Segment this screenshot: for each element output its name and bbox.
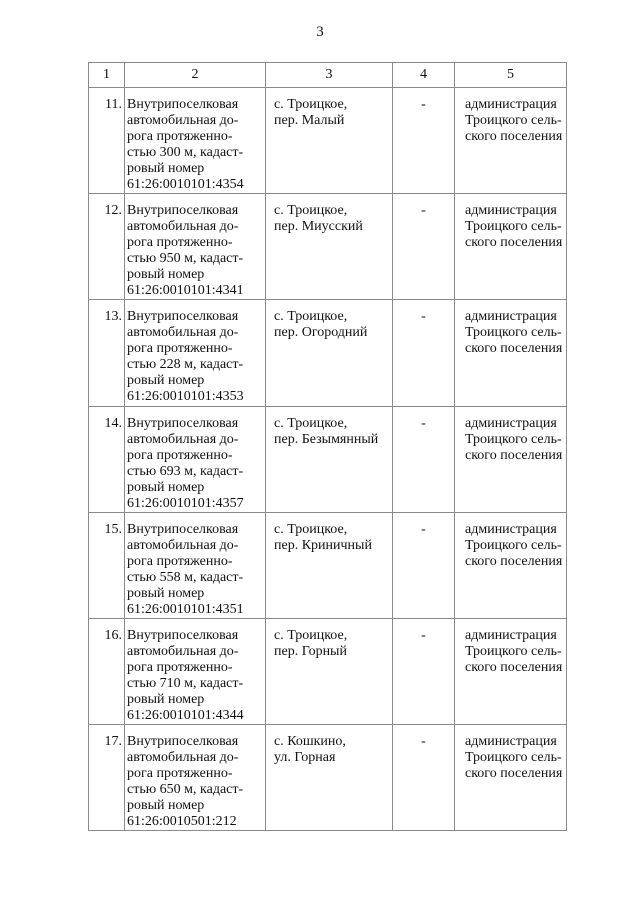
org-line: администрация bbox=[465, 309, 557, 324]
column-4-value: - bbox=[393, 194, 455, 300]
desc-line: автомобильная до- bbox=[127, 644, 239, 659]
desc-line: стью 228 м, кадаст- bbox=[127, 357, 244, 372]
desc-line: стью 650 м, кадаст- bbox=[127, 782, 244, 797]
road-location bbox=[266, 194, 393, 300]
desc-line: 61:26:0010101:4357 bbox=[127, 496, 244, 511]
desc-line: 61:26:0010101:4341 bbox=[127, 283, 244, 298]
owner-organization bbox=[455, 88, 567, 194]
desc-line: стью 693 м, кадаст- bbox=[127, 464, 244, 479]
page-number: 3 bbox=[316, 24, 324, 40]
row-number: 15. bbox=[89, 513, 125, 619]
desc-line: рога протяженно- bbox=[127, 235, 233, 250]
desc-line: автомобильная до- bbox=[127, 750, 239, 765]
desc-line: 61:26:0010101:4354 bbox=[127, 177, 244, 192]
loc-line: пер. Миусский bbox=[274, 219, 363, 234]
desc-line: ровый номер bbox=[127, 798, 205, 813]
owner-organization bbox=[455, 619, 567, 725]
org-line: ского поселения bbox=[465, 448, 563, 463]
org-line: Троицкого сель- bbox=[465, 432, 562, 447]
column-4-value: - bbox=[393, 619, 455, 725]
loc-line: пер. Горный bbox=[274, 644, 347, 659]
table-header-row bbox=[89, 63, 567, 88]
column-4-value: - bbox=[393, 300, 455, 407]
road-location bbox=[266, 725, 393, 831]
column-header-5: 5 bbox=[455, 63, 567, 88]
column-4-value: - bbox=[393, 407, 455, 513]
org-line: администрация bbox=[465, 203, 557, 218]
org-line: ского поселения bbox=[465, 235, 563, 250]
road-location bbox=[266, 619, 393, 725]
column-header-2: 2 bbox=[125, 63, 266, 88]
column-4-value: - bbox=[393, 513, 455, 619]
desc-line: Внутрипоселковая bbox=[127, 203, 239, 218]
road-description bbox=[125, 194, 266, 300]
desc-line: стью 710 м, кадаст- bbox=[127, 676, 244, 691]
road-location bbox=[266, 88, 393, 194]
row-number: 14. bbox=[89, 407, 125, 513]
org-line: ского поселения bbox=[465, 554, 563, 569]
desc-line: автомобильная до- bbox=[127, 325, 239, 340]
road-description bbox=[125, 725, 266, 831]
road-location bbox=[266, 300, 393, 407]
loc-line: пер. Малый bbox=[274, 113, 345, 128]
owner-organization bbox=[455, 513, 567, 619]
desc-line: Внутрипоселковая bbox=[127, 628, 239, 643]
org-line: администрация bbox=[465, 628, 557, 643]
org-line: ского поселения bbox=[465, 341, 563, 356]
desc-line: рога протяженно- bbox=[127, 554, 233, 569]
loc-line: с. Троицкое, bbox=[274, 416, 348, 431]
org-line: администрация bbox=[465, 97, 557, 112]
org-line: администрация bbox=[465, 522, 557, 537]
road-location bbox=[266, 513, 393, 619]
desc-line: 61:26:0010101:4344 bbox=[127, 708, 244, 723]
desc-line: рога протяженно- bbox=[127, 448, 233, 463]
road-description bbox=[125, 513, 266, 619]
table-row bbox=[89, 725, 567, 831]
column-4-value: - bbox=[393, 725, 455, 831]
org-line: ского поселения bbox=[465, 660, 563, 675]
desc-line: ровый номер bbox=[127, 480, 205, 495]
road-description bbox=[125, 407, 266, 513]
loc-line: с. Троицкое, bbox=[274, 309, 348, 324]
desc-line: рога протяженно- bbox=[127, 660, 233, 675]
desc-line: 61:26:0010101:4351 bbox=[127, 602, 244, 617]
desc-line: ровый номер bbox=[127, 161, 205, 176]
desc-line: 61:26:0010501:212 bbox=[127, 814, 237, 829]
desc-line: ровый номер bbox=[127, 692, 205, 707]
org-line: ского поселения bbox=[465, 766, 563, 781]
road-description bbox=[125, 619, 266, 725]
org-line: Троицкого сель- bbox=[465, 219, 562, 234]
loc-line: с. Троицкое, bbox=[274, 522, 348, 537]
road-description bbox=[125, 88, 266, 194]
column-4-value: - bbox=[393, 88, 455, 194]
row-number: 13. bbox=[89, 300, 125, 407]
loc-line: с. Кошкино, bbox=[274, 734, 346, 749]
desc-line: Внутрипоселковая bbox=[127, 416, 239, 431]
column-header-4: 4 bbox=[393, 63, 455, 88]
org-line: Троицкого сель- bbox=[465, 538, 562, 553]
owner-organization bbox=[455, 725, 567, 831]
desc-line: Внутрипоселковая bbox=[127, 522, 239, 537]
org-line: Троицкого сель- bbox=[465, 644, 562, 659]
org-line: администрация bbox=[465, 416, 557, 431]
owner-organization bbox=[455, 194, 567, 300]
row-number: 11. bbox=[89, 88, 125, 194]
table-row bbox=[89, 88, 567, 194]
table-row bbox=[89, 619, 567, 725]
road-location bbox=[266, 407, 393, 513]
desc-line: Внутрипоселковая bbox=[127, 309, 239, 324]
desc-line: 61:26:0010101:4353 bbox=[127, 389, 244, 404]
table-row bbox=[89, 513, 567, 619]
desc-line: стью 950 м, кадаст- bbox=[127, 251, 244, 266]
org-line: Троицкого сель- bbox=[465, 113, 562, 128]
road-description bbox=[125, 300, 266, 407]
desc-line: автомобильная до- bbox=[127, 219, 239, 234]
desc-line: стью 558 м, кадаст- bbox=[127, 570, 244, 585]
column-header-1: 1 bbox=[89, 63, 125, 88]
loc-line: пер. Безымянный bbox=[274, 432, 379, 447]
desc-line: стью 300 м, кадаст- bbox=[127, 145, 244, 160]
table-row bbox=[89, 300, 567, 407]
desc-line: Внутрипоселковая bbox=[127, 97, 239, 112]
desc-line: рога протяженно- bbox=[127, 341, 233, 356]
row-number: 12. bbox=[89, 194, 125, 300]
desc-line: ровый номер bbox=[127, 586, 205, 601]
row-number: 17. bbox=[89, 725, 125, 831]
table-row bbox=[89, 407, 567, 513]
row-number: 16. bbox=[89, 619, 125, 725]
column-header-3: 3 bbox=[266, 63, 393, 88]
loc-line: с. Троицкое, bbox=[274, 97, 348, 112]
desc-line: Внутрипоселковая bbox=[127, 734, 239, 749]
loc-line: с. Троицкое, bbox=[274, 203, 348, 218]
org-line: ского поселения bbox=[465, 129, 563, 144]
org-line: Троицкого сель- bbox=[465, 325, 562, 340]
desc-line: автомобильная до- bbox=[127, 113, 239, 128]
desc-line: ровый номер bbox=[127, 373, 205, 388]
desc-line: автомобильная до- bbox=[127, 538, 239, 553]
desc-line: рога протяженно- bbox=[127, 129, 233, 144]
owner-organization bbox=[455, 407, 567, 513]
loc-line: ул. Горная bbox=[274, 750, 336, 765]
owner-organization bbox=[455, 300, 567, 407]
loc-line: пер. Криничный bbox=[274, 538, 372, 553]
desc-line: рога протяженно- bbox=[127, 766, 233, 781]
loc-line: пер. Огородний bbox=[274, 325, 368, 340]
desc-line: ровый номер bbox=[127, 267, 205, 282]
desc-line: автомобильная до- bbox=[127, 432, 239, 447]
org-line: администрация bbox=[465, 734, 557, 749]
loc-line: с. Троицкое, bbox=[274, 628, 348, 643]
road-registry-table bbox=[88, 62, 567, 831]
table-row bbox=[89, 194, 567, 300]
org-line: Троицкого сель- bbox=[465, 750, 562, 765]
